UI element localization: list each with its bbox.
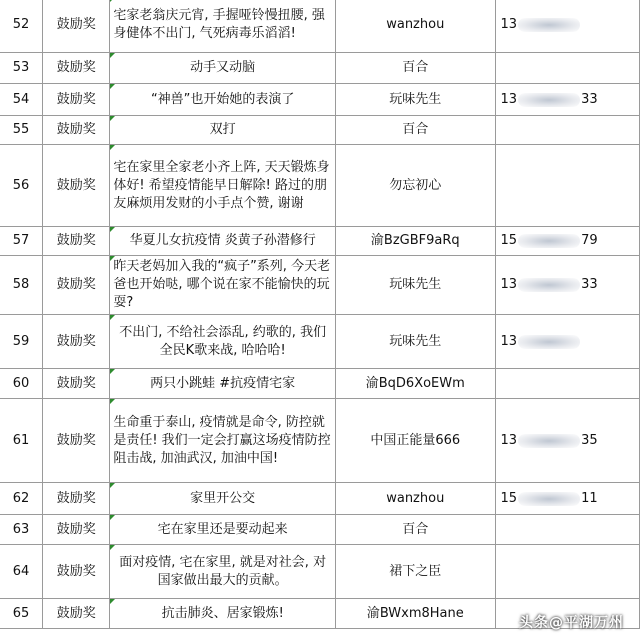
content-cell [110,599,336,629]
table-row [0,545,640,599]
content-cell [110,545,336,599]
content-text: 家里开公交 [190,490,256,506]
content-text: 生命重于泰山, 疫情就是命令, 防控就是责任! 我们一定会打赢这场疫情防控阻击战, 加油武汉, 加油中国! [113,414,331,466]
comment-marker-icon [110,483,115,488]
row-number-cell: 54 [0,84,43,116]
row-number-cell: 60 [0,369,43,399]
comment-marker-icon [110,145,115,150]
row-number-cell: 58 [0,256,43,315]
comment-marker-icon [110,515,115,520]
table-row [0,227,640,256]
comment-marker-icon [110,256,115,261]
comment-marker-icon [110,84,115,89]
content-cell [110,369,336,399]
comment-marker-icon [110,116,115,121]
content-cell [110,399,336,483]
username-cell: 中国正能量666 [336,399,495,483]
phone-number [499,377,636,391]
phone-cell [495,483,639,515]
phone-prefix: 13 [500,16,518,32]
phone-cell [495,227,639,256]
username-cell: 渝BqD6XoEWm [336,369,495,399]
award-cell: 鼓励奖 [43,545,110,599]
phone-number [499,123,636,137]
phone-suffix: 33 [581,91,598,107]
username-cell: wanzhou [336,483,495,515]
username-cell: 渝BzGBF9aRq [336,227,495,256]
phone-number [499,16,636,34]
content-cell [110,256,336,315]
phone-number [499,565,636,579]
username-cell: 裙下之臣 [336,545,495,599]
content-text: 面对疫情, 宅在家里, 就是对社会, 对国家做出最大的贡献。 [119,554,327,588]
phone-number [499,179,636,193]
phone-suffix: 79 [581,233,598,248]
row-number-cell: 64 [0,545,43,599]
username-cell: 玩味先生 [336,315,495,369]
phone-number [499,432,636,450]
table-row [0,0,640,53]
phone-redaction-blur [518,278,580,292]
table-row [0,84,640,116]
phone-cell [495,399,639,483]
award-cell: 鼓励奖 [43,315,110,369]
award-cell: 鼓励奖 [43,483,110,515]
comment-marker-icon [110,0,115,2]
phone-number [499,523,636,537]
phone-prefix: 15 [500,490,518,506]
award-cell: 鼓励奖 [43,369,110,399]
comment-marker-icon [110,599,115,604]
content-cell [110,483,336,515]
phone-redaction-blur [518,434,580,448]
content-cell [110,145,336,227]
table-row [0,116,640,145]
table-row [0,145,640,227]
row-number-cell: 65 [0,599,43,629]
comment-marker-icon [110,399,115,404]
phone-suffix: 11 [581,490,598,506]
phone-number [499,91,636,109]
content-cell [110,0,336,53]
phone-cell [495,315,639,369]
content-text: 两只小跳蛙 #抗疫情宅家 [150,375,296,391]
award-cell: 鼓励奖 [43,145,110,227]
table-row [0,483,640,515]
content-text: 宅家老翁庆元宵, 手握哑铃慢扭腰, 强身健体不出门, 气死病毒乐滔滔! [113,7,325,41]
content-cell [110,84,336,116]
phone-prefix: 13 [500,277,518,292]
content-cell [110,53,336,84]
phone-cell [495,545,639,599]
username-cell: 百合 [336,515,495,545]
content-cell [110,315,336,369]
source-watermark: 头条@平湖万州 [519,615,624,631]
content-text: 昨天老妈加入我的“疯子”系列, 今天老爸也开始哒, 哪个说在家不能愉快的玩耍? [113,259,331,310]
row-number-cell: 63 [0,515,43,545]
award-cell: 鼓励奖 [43,84,110,116]
username-cell: wanzhou [336,0,495,53]
table-row [0,399,640,483]
content-text: “神兽”也开始她的表演了 [150,91,295,107]
comment-marker-icon [110,53,115,58]
table-row [0,256,640,315]
table-row [0,515,640,545]
phone-number [499,490,636,508]
row-number-cell: 56 [0,145,43,227]
phone-cell [495,515,639,545]
phone-number [499,276,636,294]
phone-number [499,232,636,250]
content-cell [110,515,336,545]
award-cell: 鼓励奖 [43,256,110,315]
award-cell: 鼓励奖 [43,116,110,145]
comment-marker-icon [110,227,115,232]
comment-marker-icon [110,369,115,374]
phone-prefix: 15 [500,233,518,248]
username-cell: 玩味先生 [336,84,495,116]
award-cell: 鼓励奖 [43,53,110,84]
username-cell: 百合 [336,53,495,84]
phone-cell [495,116,639,145]
content-text: 华夏儿女抗疫情 炎黄子孙潜修行 [129,233,316,248]
row-number-cell: 61 [0,399,43,483]
phone-cell [495,84,639,116]
username-cell: 渝BWxm8Hane [336,599,495,629]
phone-number [499,333,636,351]
table-row [0,53,640,84]
content-text: 宅在家里还是要动起来 [157,521,288,537]
content-cell [110,227,336,256]
row-number-cell: 57 [0,227,43,256]
row-number-cell: 52 [0,0,43,53]
phone-redaction-blur [518,18,580,32]
row-number-cell: 53 [0,53,43,84]
phone-cell [495,53,639,84]
comment-marker-icon [110,315,115,320]
content-text: 宅在家里全家老小齐上阵, 天天锻炼身体好! 希望疫情能早日解除! 路过的朋友麻烦用发财的小手点个赞, 谢谢 [113,159,330,211]
content-text: 双打 [209,122,236,137]
phone-redaction-blur [518,93,580,107]
award-cell: 鼓励奖 [43,227,110,256]
phone-prefix: 13 [500,333,518,349]
row-number-cell: 59 [0,315,43,369]
username-cell: 勿忘初心 [336,145,495,227]
phone-redaction-blur [518,492,580,506]
phone-prefix: 13 [500,91,518,107]
content-text: 抗击肺炎、居家锻炼! [161,605,284,621]
phone-redaction-blur [518,335,580,349]
award-cell: 鼓励奖 [43,599,110,629]
phone-cell [495,0,639,53]
phone-cell [495,256,639,315]
row-number-cell: 55 [0,116,43,145]
phone-redaction-blur [518,234,580,248]
phone-suffix: 35 [581,432,598,448]
phone-suffix: 33 [581,277,598,292]
phone-cell [495,369,639,399]
content-text: 不出门, 不给社会添乱, 约歌的, 我们全民K歌来战, 哈哈哈! [119,324,327,358]
username-cell: 玩味先生 [336,256,495,315]
award-cell: 鼓励奖 [43,399,110,483]
table-row [0,369,640,399]
award-cell: 鼓励奖 [43,515,110,545]
award-cell: 鼓励奖 [43,0,110,53]
phone-number [499,61,636,75]
table-row [0,315,640,369]
row-number-cell: 62 [0,483,43,515]
comment-marker-icon [110,545,115,550]
username-cell: 百合 [336,116,495,145]
phone-prefix: 13 [500,432,518,448]
content-cell [110,116,336,145]
phone-cell [495,145,639,227]
content-text: 动手又动脑 [190,60,256,75]
